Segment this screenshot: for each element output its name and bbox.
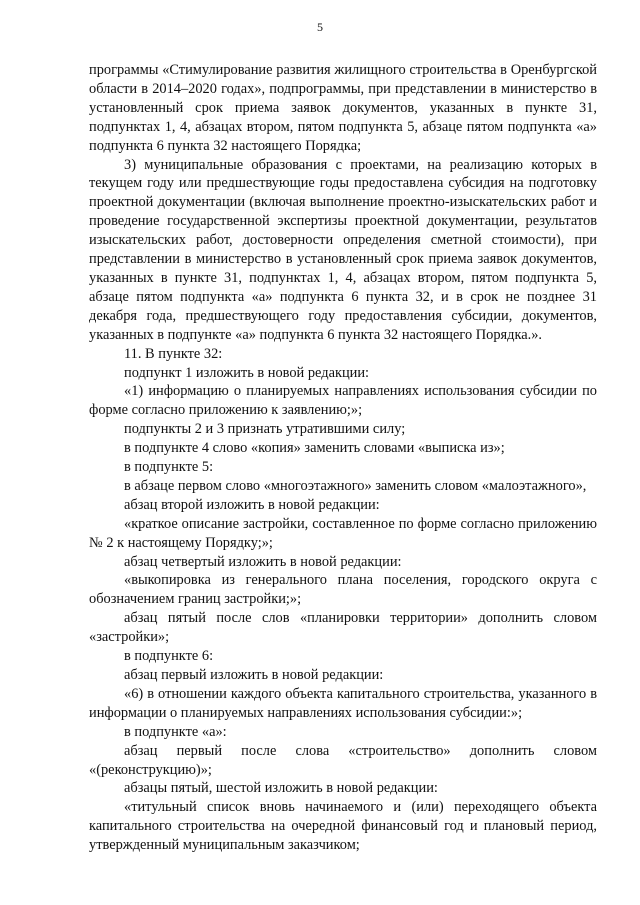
- paragraph: в подпункте 5:: [124, 459, 214, 476]
- paragraph: подпункты 2 и 3 признать утратившими силу;: [124, 421, 406, 438]
- paragraph: в подпункте 6:: [124, 648, 214, 665]
- paragraph: абзац четвертый изложить в новой редакции:: [124, 553, 402, 570]
- paragraph: в подпункте 4 слово «копия» заменить словами «выписка из»;: [124, 440, 505, 457]
- paragraph-continuation: программы «Стимулирование развития жилищного строительства в Оренбургской области в 2014–2020 годах», подпрограммы, при представлении в министерство в установленный срок приема заявок документов, указанных в пункте 31, подпунктах 1, 4, абзацах втором, пятом подпункта 5, абзаце пятом подпункта «а» подпункта 6 пункта 32 настоящего Порядка;: [89, 62, 597, 154]
- paragraph: в абзаце первом слово «многоэтажного» заменить словом «малоэтажного»,: [124, 477, 587, 494]
- document-body: [89, 61, 597, 855]
- paragraph: в подпункте «а»:: [124, 723, 227, 740]
- paragraph-item-3: 3) муниципальные образования с проектами, на реализацию которых в текущем году или предшествующие годы предоставлена субсидия на подготовку проектной документации (включая выполнение проектно-изыскательских работ и проведение государственной экспертизы проектной документации, результатов изыскательских работ, достоверности определения сметной стоимости), при представлении в министерство в установленный срок приема заявок документов, указанных в пункте 31, подпунктах 1, 4, абзацах втором, пятом подпункта 5, абзаце пятом подпункта «а» подпункта 6 пункта 32, и в срок не позднее 31 декабря года, предшествующего году предоставления субсидии, документов, указанных в подпункте «а» подпункта 6 пункта 32 настоящего Порядка.».: [89, 156, 597, 343]
- paragraph-point-11: 11. В пункте 32:: [124, 345, 223, 362]
- paragraph: «6) в отношении каждого объекта капитального строительства, указанного в информации о планируемых направлениях использования субсидии:»;: [89, 685, 597, 721]
- paragraph: абзац второй изложить в новой редакции:: [124, 496, 380, 513]
- paragraph: «краткое описание застройки, составленное по форме согласно приложению № 2 к настоящему Порядку;»;: [89, 515, 597, 551]
- paragraph: абзацы пятый, шестой изложить в новой редакции:: [124, 780, 438, 797]
- paragraph: абзац первый изложить в новой редакции:: [124, 667, 384, 683]
- paragraph: «выкопировка из генерального плана поселения, городского округа с обозначением границ застройки;»;: [89, 572, 597, 608]
- page-number: 5: [317, 20, 323, 34]
- paragraph: «1) информацию о планируемых направлениях использования субсидии по форме согласно приложению к заявлению;»;: [89, 383, 597, 419]
- paragraph: абзац первый после слова «строительство» дополнить словом «(реконструкцию)»;: [89, 742, 597, 778]
- paragraph: абзац пятый после слов «планировки территории» дополнить словом «застройки»;: [89, 610, 597, 646]
- paragraph: «титульный список вновь начинаемого и (или) переходящего объекта капитального строительства на очередной финансовый год и плановый период, утвержденный муниципальным заказчиком;: [89, 799, 597, 854]
- paragraph: подпункт 1 изложить в новой редакции:: [124, 364, 370, 381]
